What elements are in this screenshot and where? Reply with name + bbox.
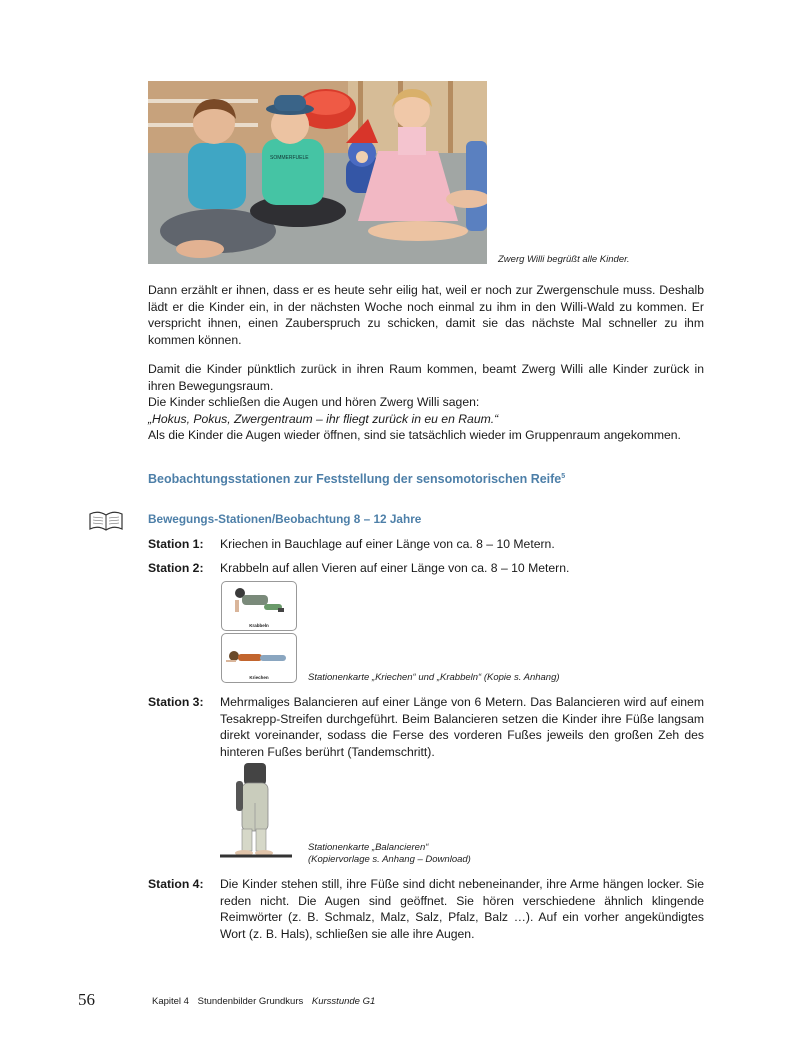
paragraph-2-line-1: Damit die Kinder pünktlich zurück in ihren Raum kommen, beamt Zwerg Willi alle Kinder zurück in ihren Bewegungsraum. [148,362,704,393]
station-2-label: Station 2: [148,561,204,575]
subsection-heading: Bewegungs-Stationen/Beobachtung 8 – 12 Jahre [148,512,422,526]
page-number: 56 [78,990,95,1009]
station-3-text: Mehrmaliges Balancieren auf einer Länge von 6 Metern. Das Balancieren wird auf einem Tesakrepp-Streifen durchgeführt. Beim Balancieren setzen die Kinder ihre Füße langsam direkt voreinander, sodass die Ferse des vorderen Fußes jeweils den großen Zeh des hinteren Fußes berührt (Tandemschritt). [220,695,704,759]
station-cards-caption: Stationenkarte „Kriechen“ und „Krabbeln“ (Kopie s. Anhang) [308,672,560,683]
station-1-label: Station 1: [148,537,204,551]
creeping-child-illustration [222,634,296,674]
footer-section: Stundenbilder Grundkurs [197,996,304,1007]
paragraph-1-text: Dann erzählt er ihnen, dass er es heute sehr eilig hat, weil er noch zur Zwergenschule muss. Deshalb lädt er die Kinder ein, in der nächsten Woche noch einmal zu ihm in den Willi-Wald zu kommen. Er verspricht ihnen, einen Zauberspruch zu schicken, damit sie das nächste Mal schneller zu ihm kommen können. [148,283,704,347]
footer-lesson: Kursstunde G1 [311,996,376,1007]
paragraph-2 [148,361,704,444]
section-title: Beobachtungsstationen zur Feststellung der sensomotorischen Reife [148,472,562,486]
paragraph-2-line-3: Als die Kinder die Augen wieder öffnen, sind sie tatsächlich wieder im Gruppenraum angekommen. [148,428,681,442]
card-2-label: Kriechen [249,675,269,680]
station-3-label: Station 3: [148,695,204,709]
children-with-puppet-image [148,81,487,264]
balancing-caption [308,842,471,866]
station-4-text: Die Kinder stehen still, ihre Füße sind dicht nebeneinander, ihre Arme hängen locker. Sie reden nicht. Die Augen sind geöffnet. Sie hören verschiedene ähnlich klingende Reimwörter (z. B. Schmalz, Malz, Salz, Pfalz, Balz …). Auf ein vorher angekündigtes Wort (z. B. Hals), schließen sie alle ihre Augen. [220,877,704,941]
children-photo [148,81,487,264]
section-heading [148,472,565,486]
card-1-label: Krabbeln [249,623,269,628]
running-footer [152,996,381,1007]
open-book-icon [87,508,125,539]
balancing-caption-line-1: Stationenkarte „Balancieren“ [308,842,429,853]
balancing-child-illustration [220,763,292,859]
crawling-child-illustration [222,582,296,622]
station-2-text: Krabbeln auf allen Vieren auf einer Länge von ca. 8 – 10 Metern. [220,561,570,575]
paragraph-1 [148,282,704,348]
station-card-kriechen [221,633,297,683]
footnote-marker: 5 [561,473,566,480]
photo-caption: Zwerg Willi begrüßt alle Kinder. [498,254,630,265]
footer-chapter: Kapitel 4 [152,996,189,1007]
balancing-caption-line-2: (Kopiervorlage s. Anhang – Download) [308,854,471,865]
station-4-label: Station 4: [148,877,204,891]
magic-spell-quote: „Hokus, Pokus, Zwergentraum – ihr fliegt zurück in eu en Raum.“ [148,411,499,426]
station-card-krabbeln [221,581,297,631]
station-1-text: Kriechen in Bauchlage auf einer Länge von ca. 8 – 10 Metern. [220,537,555,551]
paragraph-2-line-2: Die Kinder schließen die Augen und hören Zwerg Willi sagen: [148,395,480,409]
shirt-print: SOMMERFUELE [270,155,309,161]
